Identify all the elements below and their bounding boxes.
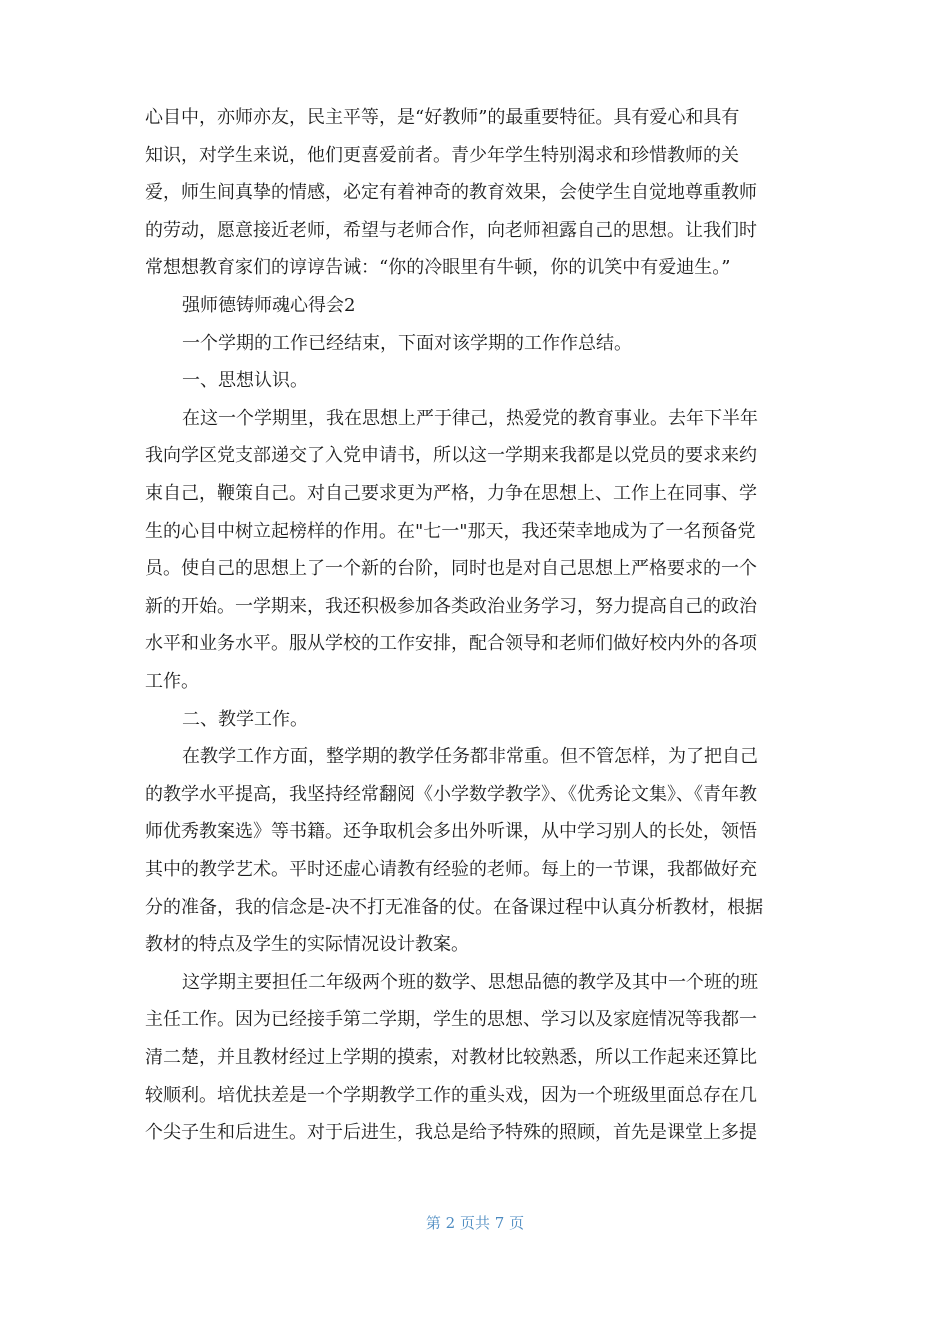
text-line: 主任工作。因为已经接手第二学期，学生的思想、学习以及家庭情况等我都一 [145,1009,757,1031]
text-line: 束自己，鞭策自己。对自己要求更为严格，力争在思想上、工作上在同事、学 [145,483,757,504]
text-line: 清二楚，并且教材经过上学期的摸索，对教材比较熟悉，所以工作起来还算比 [145,1047,757,1068]
section-heading: 一、思想认识。 [182,370,308,392]
text-line: 其中的教学艺术。平时还虚心请教有经验的老师。每上的一节课，我都做好充 [145,859,757,880]
text-line: 心目中，亦师亦友，民主平等，是“好教师”的最重要特征。具有爱心和具有 [145,107,740,128]
text-line: 一个学期的工作已经结束，下面对该学期的工作作总结。 [182,332,632,354]
text-line: 员。使自己的思想上了一个新的台阶，同时也是对自己思想上严格要求的一个 [145,558,757,580]
text-line: 的教学水平提高，我坚持经常翻阅《小学数学教学》、《优秀论文集》、《青年教 [145,783,757,805]
text-line: 教材的特点及学生的实际情况设计教案。 [145,934,469,956]
text-line: 常想想教育家们的谆谆告诫：“你的冷眼里有牛顿，你的讥笑中有爱迪生。” [145,257,731,279]
text-line: 爱，师生间真挚的情感，必定有着神奇的教育效果，会使学生自觉地尊重教师 [145,182,757,204]
text-line: 水平和业务水平。服从学校的工作安排，配合领导和老师们做好校内外的各项 [145,633,757,655]
text-line: 工作。 [145,671,199,692]
text-line: 较顺利。培优扶差是一个学期教学工作的重头戏，因为一个班级里面总存在几 [145,1084,757,1106]
text-line: 在这一个学期里，我在思想上严于律己，热爱党的教育事业。去年下半年 [182,407,758,429]
text-line: 师优秀教案选》等书籍。还争取机会多出外听课，从中学习别人的长处，领悟 [145,821,757,843]
page-number-footer: 第 2 页共 7 页 [425,1214,525,1232]
text-line: 生的心目中树立起榜样的作用。在"七一"那天，我还荣幸地成为了一名预备党 [145,520,756,542]
text-line: 分的准备，我的信念是-决不打无准备的仗。在备课过程中认真分析教材，根据 [145,896,764,918]
section-title: 强师德铸师魂心得会2 [182,295,356,316]
text-line: 在教学工作方面，整学期的教学任务都非常重。但不管怎样，为了把自己 [182,746,758,768]
section-heading: 二、教学工作。 [182,708,308,730]
text-line: 个尖子生和后进生。对于后进生，我总是给予特殊的照顾，首先是课堂上多提 [145,1122,757,1144]
text-line: 这学期主要担任二年级两个班的数学、思想品德的教学及其中一个班的班 [182,971,758,993]
text-line: 知识，对学生来说，他们更喜爱前者。青少年学生特别渴求和珍惜教师的关 [145,144,739,166]
text-line: 我向学区党支部递交了入党申请书，所以这一学期来我都是以党员的要求来约 [145,445,757,467]
text-line: 的劳动，愿意接近老师，希望与老师合作，向老师袒露自己的思想。让我们时 [145,219,757,241]
text-line: 新的开始。一学期来，我还积极参加各类政治业务学习，努力提高自己的政治 [145,595,757,617]
